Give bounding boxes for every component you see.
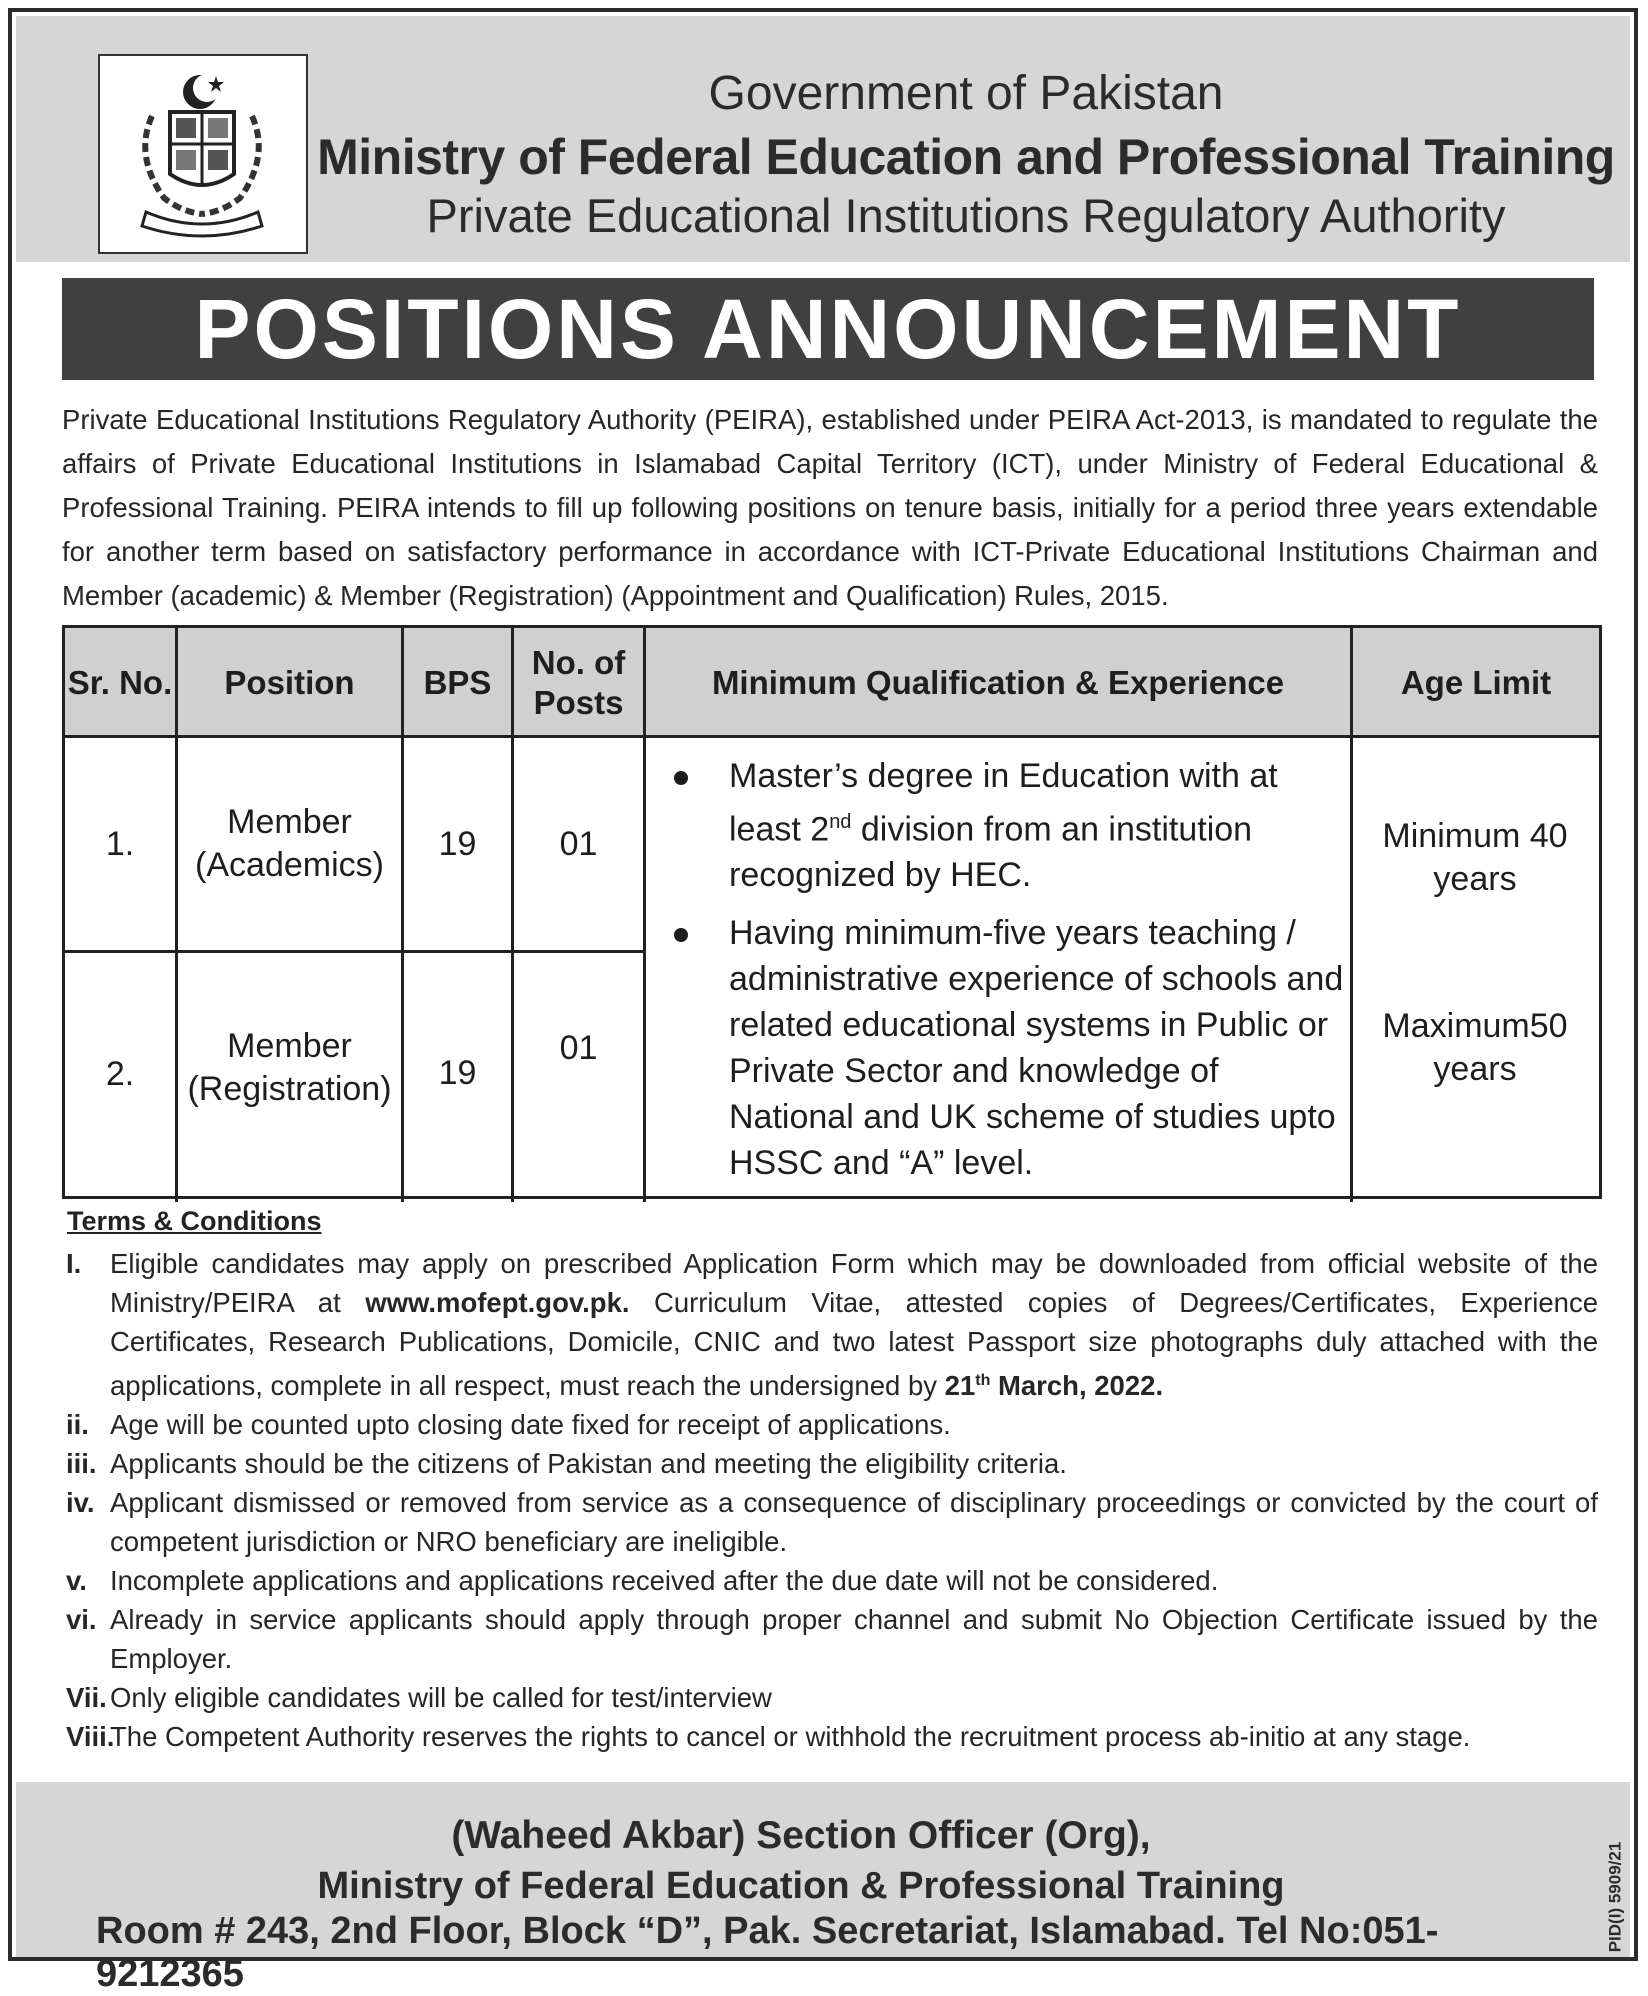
positions-table: [62, 625, 1602, 1199]
qualification-2-text: Having minimum-five years teaching / administrative experience of schools and related educational systems in Public or Private Sector and knowledge of National and UK scheme of studies upto HSSC and “A” level.: [729, 914, 1344, 1183]
government-title: Government of Pakistan: [708, 67, 1224, 120]
term-1-text-c: Curriculum Vitae, attested copies of Degrees/Certificates, Experience Certificates, Research Publications, Domicile, CNIC and two latest Passport size photographs duly attached with the applications, complete in all respect, must reach the undersigned by: [110, 1287, 1598, 1402]
row2-posts: 01: [559, 1028, 598, 1067]
row1-position: Member (Academics): [195, 803, 384, 884]
qualification-list: [656, 753, 1346, 1198]
intro-paragraph: Private Educational Institutions Regulatory Authority (PEIRA), established under PEIRA Act-2013, is mandated to regulate the affairs of Private Educational Institutions in Islamabad Capital Territory (ICT), under Ministry of Federal Educational & Professional Training. PEIRA intends to fill up following positions on tenure basis, initially for a period three years extendable for another term based on satisfactory performance in accordance with ICT-Private Educational Institutions Chairman and Member (academic) & Member (Registration) (Appointment and Qualification) Rules, 2015.: [62, 404, 1598, 611]
age-minimum: Minimum 40 years: [1382, 817, 1568, 898]
qualification-item: [656, 753, 1346, 898]
term-item: [62, 1444, 1598, 1483]
advertisement-sheet: [8, 8, 1638, 1995]
term-number: ii.: [66, 1409, 89, 1441]
term-1-website: www.mofept.gov.pk.: [365, 1287, 630, 1318]
term-number: v.: [66, 1565, 87, 1597]
row2-bps: 19: [438, 1053, 477, 1092]
term-item: [62, 1678, 1598, 1717]
term-item: [62, 1483, 1598, 1561]
header-qualification: Minimum Qualification & Experience: [711, 664, 1285, 701]
header-band: [16, 16, 1630, 262]
term-number: vi.: [66, 1604, 97, 1636]
term-number: Viii.: [66, 1721, 115, 1753]
signatory: (Waheed Akbar) Section Officer (Org),: [451, 1814, 1151, 1857]
header-position: Position: [224, 664, 355, 701]
term-text: Only eligible candidates will be called for test/interview: [110, 1682, 772, 1714]
pid-text: PID(I) 5909/21: [1605, 1841, 1625, 1953]
term-text: Applicant dismissed or removed from service as a consequence of disciplinary proceedings or convicted by the court of competent jurisdiction or NRO beneficiary are ineligible.: [110, 1487, 1598, 1558]
header-bps: BPS: [423, 664, 492, 701]
row1-bps: 19: [438, 824, 477, 863]
term-text: Already in service applicants should apply through proper channel and submit No Objection Certificate issued by the Employer.: [110, 1604, 1598, 1675]
terms-title: Terms & Conditions: [67, 1206, 322, 1236]
qualification-1-sup: nd: [829, 811, 852, 833]
term-item: [62, 1244, 1598, 1405]
positions-banner: POSITIONS ANNOUNCEMENT: [62, 278, 1594, 380]
footer-band: [16, 1782, 1630, 1995]
bullet-icon: [674, 928, 688, 942]
term-number: iii.: [66, 1448, 97, 1480]
state-emblem: [98, 54, 308, 254]
row2-position: Member (Registration): [187, 1027, 392, 1108]
term-item: [62, 1600, 1598, 1678]
term-1-date-sup: th: [975, 1372, 991, 1389]
term-number: iv.: [66, 1487, 95, 1519]
term-text: Incomplete applications and applications received after the due date will not be considered.: [110, 1565, 1219, 1597]
term-item: [62, 1561, 1598, 1600]
header-age-limit: Age Limit: [1400, 664, 1552, 701]
term-item: [62, 1405, 1598, 1444]
footer-ministry: Ministry of Federal Education & Professional Training: [317, 1865, 1285, 1907]
term-1-date-day: 21: [944, 1370, 976, 1402]
term-1-text-a: Eligible candidates may apply on prescribed Application Form which may be downloaded from official website of the Ministry/PEIRA at: [110, 1248, 1598, 1318]
row2-sr: 2.: [105, 1055, 135, 1093]
term-text: Age will be counted upto closing date fixed for receipt of applications.: [110, 1409, 951, 1441]
term-text: Applicants should be the citizens of Pakistan and meeting the eligibility criteria.: [110, 1448, 1067, 1480]
header-no-of-posts: No. of Posts: [531, 644, 626, 721]
header-sr-no: Sr. No.: [67, 664, 173, 701]
authority-title: Private Educational Institutions Regulatory Authority: [426, 189, 1506, 242]
state-emblem-icon: [112, 66, 294, 242]
footer-address: Room # 243, 2nd Floor, Block “D”, Pak. Secretariat, Islamabad. Tel No:051-9212365: [96, 1910, 1439, 1995]
bullet-icon: [674, 771, 688, 785]
term-number: I.: [66, 1248, 82, 1279]
row1-posts: 01: [559, 824, 598, 863]
pid-number: [1586, 1841, 1626, 1953]
qualification-item: [656, 910, 1346, 1186]
term-item: [62, 1717, 1598, 1756]
term-number: Vii.: [66, 1682, 107, 1714]
ministry-title: Ministry of Federal Education and Professional Training: [317, 129, 1615, 185]
term-text: The Competent Authority reserves the rights to cancel or withhold the recruitment process ab-initio at any stage.: [110, 1721, 1471, 1753]
row1-sr: 1.: [105, 824, 135, 863]
qualification-1-post: division from an institution recognized by HEC.: [729, 810, 1253, 895]
age-maximum: Maximum50 years: [1382, 1007, 1568, 1088]
qualification-1-pre: Master’s degree in Education with at least 2: [729, 757, 1278, 849]
term-1-date-rest: March, 2022.: [990, 1370, 1164, 1402]
terms-list: [62, 1244, 1598, 1756]
